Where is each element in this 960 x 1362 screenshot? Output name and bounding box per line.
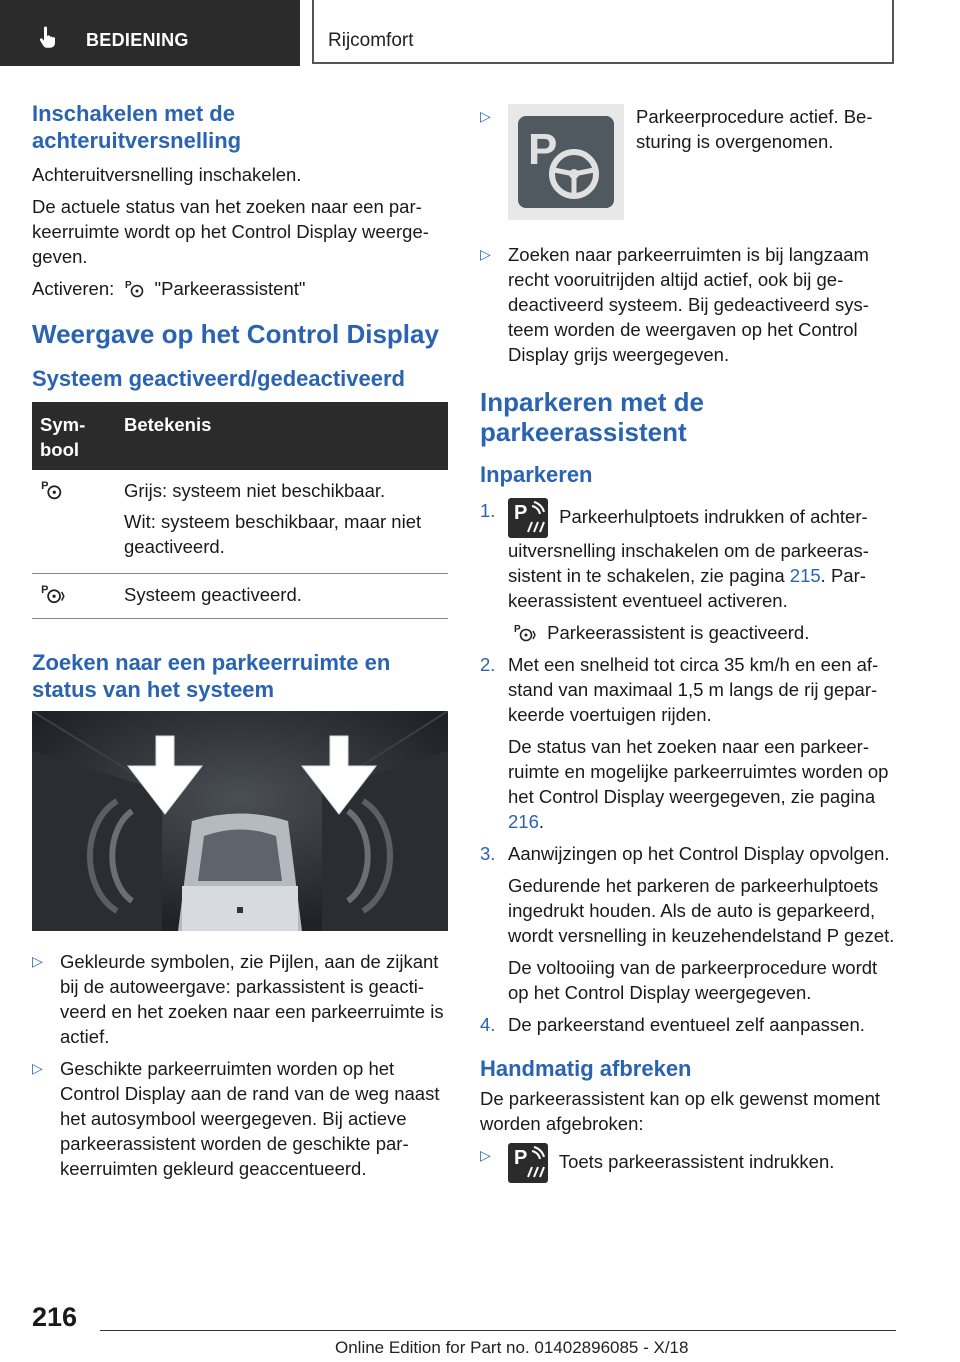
heading-control-display: Weergave op het Control Display bbox=[32, 319, 439, 349]
svg-text:P: P bbox=[41, 480, 49, 492]
table-cell-meaning bbox=[116, 470, 448, 574]
park-assist-icon bbox=[124, 278, 144, 298]
heading-search-status: Zoeken naar een parkeerruimte en status van het systeem bbox=[32, 650, 391, 702]
svg-text:P: P bbox=[41, 584, 49, 596]
step-number: 3. bbox=[480, 843, 496, 864]
table-cell-symbol bbox=[32, 574, 116, 619]
page-number: 216 bbox=[32, 1302, 78, 1332]
list-item bbox=[480, 104, 896, 224]
list-item bbox=[480, 1143, 896, 1183]
page-link[interactable]: 215 bbox=[789, 565, 821, 586]
paragraph: De parkeerassistent kan op elk gewenst moment worden afgebroken: bbox=[480, 1088, 881, 1134]
step-text: P Parkeerhulptoets indrukken of achteruitversnelling inschakelen om de parkeerassistent in te schakelen, zie pagina 215. Parkeerassistent eventueel activeren. bbox=[508, 498, 896, 613]
step-number: 1. bbox=[480, 500, 496, 521]
triangle-bullet-icon: ▷ bbox=[480, 246, 491, 262]
heading-manual-abort: Handmatig afbreken bbox=[480, 1056, 692, 1081]
step-item bbox=[480, 841, 896, 1005]
heading-system-status: Systeem geactiveerd/gedeactiveerd bbox=[32, 366, 405, 391]
svg-text:P: P bbox=[125, 280, 133, 291]
table-header-row bbox=[32, 402, 448, 470]
park-button-icon: P bbox=[508, 498, 548, 538]
edition-note: Online Edition for Part no. 01402896085 - X/18 bbox=[335, 1338, 689, 1357]
heading-inparkeren: Inparkeren bbox=[480, 462, 593, 487]
step-item bbox=[480, 1012, 896, 1037]
step-note: P Parkeerassistent is geactiveerd. bbox=[514, 622, 810, 643]
step-item bbox=[480, 498, 896, 645]
park-assist-active-icon bbox=[513, 622, 537, 642]
table-row bbox=[32, 574, 448, 619]
meaning-white: Wit: systeem beschikbaar, maar niet geactiveerd. bbox=[124, 511, 422, 557]
svg-text:P: P bbox=[514, 624, 521, 635]
paragraph: De actuele status van het zoeken naar een parkeerruimte wordt op het Control Display weergegeven. bbox=[32, 196, 429, 267]
triangle-bullet-icon: ▷ bbox=[32, 1060, 43, 1076]
heading-reverse-gear: Inschakelen met de achteruitversnelling bbox=[32, 101, 242, 153]
triangle-bullet-icon: ▷ bbox=[32, 953, 43, 969]
step-text: De voltooiing van de parkeerprocedure wordt op het Control Display weergegeven. bbox=[508, 957, 878, 1003]
step-text: De parkeerstand eventueel zelf aanpassen. bbox=[508, 1014, 865, 1035]
chapter-tab bbox=[312, 0, 894, 64]
footer-divider bbox=[100, 1330, 896, 1331]
list-item-text: Geschikte parkeerruimten worden op het Control Display aan de rand van de weg naast het autosymbool weergegeven. Bij actieve parkeerassistent worden de geschikte parkeerruimten gekleurd geaccentueerd. bbox=[60, 1058, 440, 1179]
table-header-symbol: Symbool bbox=[32, 402, 116, 470]
chapter-tab-label: Rijcomfort bbox=[328, 30, 414, 51]
section-tab bbox=[0, 0, 300, 66]
activate-prefix: Activeren: bbox=[32, 278, 115, 299]
park-button-icon: P bbox=[508, 1143, 548, 1183]
step-list bbox=[480, 498, 896, 1037]
activate-value: "Parkeerassistent" bbox=[154, 278, 306, 299]
list-item-text: Toets parkeerassistent indrukken. bbox=[558, 1150, 835, 1172]
paragraph: Achteruitversnelling inschakelen. bbox=[32, 164, 302, 185]
activate-line bbox=[32, 276, 448, 301]
step-text: Met een snelheid tot circa 35 km/h en een afstand van maximaal 1,5 m langs de rij geparkeerde voertuigen rijden. bbox=[508, 654, 879, 725]
step-text: Gedurende het parkeren de parkeerhulptoets ingedrukt houden. Als de auto is geparkeerd, wordt versnelling in keuzehendelstand P gezet. bbox=[508, 875, 895, 946]
heading-park-assistant: Inparkeren met de parkeerassistent bbox=[480, 387, 704, 447]
list-item bbox=[32, 949, 448, 1049]
list-item-text: Parkeerprocedure actief. Besturing is overgenomen. bbox=[636, 106, 873, 152]
procedure-bullet-list bbox=[480, 104, 896, 367]
page-link[interactable]: 216 bbox=[508, 811, 539, 832]
table-cell-symbol bbox=[32, 470, 116, 574]
step-text: Aanwijzingen op het Control Display opvolgen. bbox=[508, 843, 890, 864]
section-tab-label: BEDIENING bbox=[86, 30, 189, 50]
right-column bbox=[480, 104, 896, 1190]
list-item-text: Gekleurde symbolen, zie Pijlen, aan de zijkant bij de autoweergave: parkassistent is geactiveerd en het zoeken naar een parkeerruimte is actief. bbox=[60, 951, 444, 1047]
step-number: 4. bbox=[480, 1014, 496, 1035]
abort-bullet-list bbox=[480, 1143, 896, 1183]
triangle-bullet-icon: ▷ bbox=[480, 1147, 491, 1163]
svg-text:P: P bbox=[528, 125, 558, 174]
list-item bbox=[32, 1056, 448, 1181]
step-item bbox=[480, 652, 896, 834]
symbol-table bbox=[32, 402, 448, 619]
table-row bbox=[32, 470, 448, 574]
table-header-meaning: Betekenis bbox=[116, 402, 448, 470]
park-steering-icon bbox=[508, 104, 624, 220]
list-item bbox=[480, 242, 896, 367]
hand-pointer-icon bbox=[36, 26, 60, 50]
left-column bbox=[32, 100, 448, 1188]
meaning-gray: Grijs: systeem niet beschikbaar. bbox=[124, 480, 386, 501]
parking-steering-symbol bbox=[508, 104, 624, 220]
step-number: 2. bbox=[480, 654, 496, 675]
search-bullet-list bbox=[32, 949, 448, 1181]
list-item-text: Zoeken naar parkeerruimten is bij langzaam recht vooruitrijden altijd actief, ook bij gedeactiveerd systeem. Bij gedeactiveerd systeem worden de weergaven op het Control Display grijs weergegeven. bbox=[508, 244, 869, 365]
table-cell-meaning: Systeem geactiveerd. bbox=[116, 574, 448, 619]
car-display-image bbox=[32, 711, 448, 931]
park-assist-icon bbox=[40, 478, 62, 500]
triangle-bullet-icon: ▷ bbox=[480, 108, 491, 124]
park-assist-active-icon bbox=[40, 582, 66, 604]
step-text: De status van het zoeken naar een parkeerruimte en mogelijke parkeerruimtes worden op het Control Display weergegeven, zie pagina 216. bbox=[508, 736, 889, 832]
